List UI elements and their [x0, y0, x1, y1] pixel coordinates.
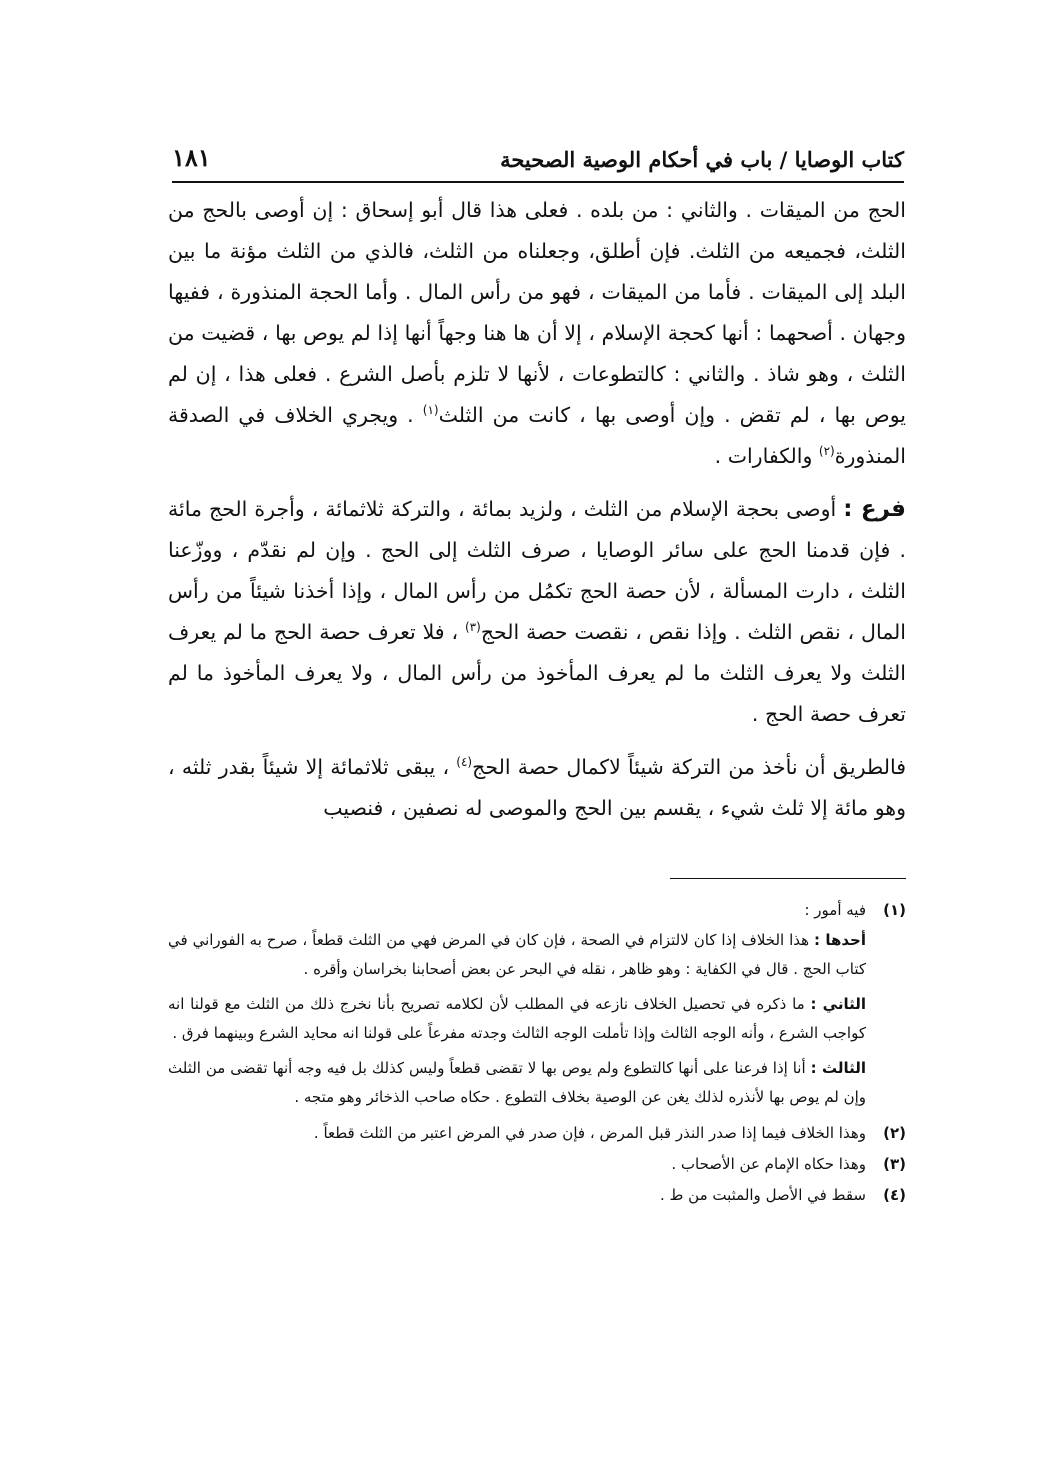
footnote-text: وهذا الخلاف فيما إذا صدر النذر قبل المرض ، فإن صدر في المرض اعتبر من الثلث قطعاً .	[313, 1124, 866, 1142]
footnote-number: (١)	[883, 901, 906, 919]
footnote-ref-2: (٢)	[818, 444, 835, 459]
paragraph-text: أوصى بحجة الإسلام من الثلث ، ولزيد بمائة ، والتركة ثلاثمائة ، وأجرة الحج مائة . فإن قدمنا الحج على سائر الوصايا ، صرف الثلث إلى الحج . وإن لم نقدّم ، ووزّعنا الثلث ، دارت المسألة ، لأن حصة الحج تكمُل من رأس المال ، وإذا أخذنا شيئاً من رأس المال ، نقص الثلث . وإذا نقص ، نقصت حصة الحج	[168, 497, 906, 644]
footnote-2	[168, 1118, 906, 1149]
footnote-intro: فيه أمور :	[804, 901, 866, 919]
footnote-ref-4: (٤)	[456, 755, 473, 770]
footnote-4	[168, 1180, 906, 1211]
footnote-item	[168, 990, 866, 1048]
running-title: كتاب الوصايا / باب في أحكام الوصية الصحيحة	[500, 147, 904, 172]
footnote-item-text: أنا إذا فرعنا على أنها كالتطوع ولم يوص بها لا تقضى قطعاً وليس كذلك بل فيه وجه أنها تقضى من الثلث وإن لم يوص بها لأنذره لذلك يغن عن الوصية بخلاف التطوع . حكاه صاحب الذخائر وهو متجه .	[168, 1059, 866, 1106]
header-rule	[172, 181, 904, 183]
footnote-text: وهذا حكاه الإمام عن الأصحاب .	[671, 1155, 866, 1173]
footnote-1	[168, 895, 906, 1112]
footnote-ref-1: (١)	[422, 403, 439, 418]
footnote-item-title: أحدها :	[813, 931, 866, 949]
footnote-item	[168, 926, 866, 984]
paragraph-text: ، فلا تعرف حصة الحج ما لم يعرف الثلث ولا يعرف الثلث ما لم يعرف المأخوذ من رأس المال ، ولا يعرف المأخوذ ما لم تعرف حصة الحج .	[168, 620, 906, 726]
paragraph-2	[168, 489, 906, 735]
footnote-number: (٣)	[883, 1155, 906, 1173]
footnote-item-text: ما ذكره في تحصيل الخلاف نازعه في المطلب لأن لكلامه تصريح بأنا نخرج ذلك من الثلث مع قولنا انه كواجب الشرع ، وأنه الوجه الثالث وإذا تأملت الوجه الثالث وجدته مفرعاً على قولنا انه محايد الشرع وبينهما فرق .	[168, 995, 866, 1042]
footnote-number: (٢)	[883, 1124, 906, 1142]
footnote-item	[168, 1054, 866, 1112]
footnote-3	[168, 1149, 906, 1180]
footnote-number: (٤)	[883, 1186, 906, 1204]
paragraph-text: الحج من الميقات . والثاني : من بلده . فعلى هذا قال أبو إسحاق : إن أوصى بالحج من الثلث، فجميعه من الثلث. فإن أطلق، وجعلناه من الثلث، فالذي من الثلث مؤنة ما بين البلد إلى الميقات . فأما من الميقات ، فهو من رأس المال . وأما الحجة المنذورة ، ففيها وجهان . أصحهما : أنها كحجة الإسلام ، إلا أن ها هنا وجهاً أنها إذا لم يوص بها ، قضيت من الثلث ، وهو شاذ . والثاني : كالتطوعات ، لأنها لا تلزم بأصل الشرع . فعلى هذا ، إن لم يوص بها ، لم تقض . وإن أوصى بها ، كانت من الثلث	[168, 198, 907, 427]
paragraph-text: والكفارات .	[714, 444, 819, 468]
footnotes	[168, 895, 906, 1211]
paragraph-3	[168, 747, 906, 829]
footnote-item-title: الثالث :	[810, 1059, 866, 1077]
footnote-item-title: الثاني :	[810, 995, 867, 1013]
page-number: ١٨١	[172, 143, 211, 172]
main-text	[168, 190, 906, 829]
footnote-item-text: هذا الخلاف إذا كان لالتزام في الصحة ، فإن كان في المرض فهي من الثلث قطعاً ، صرح به الفوراني في كتاب الحج . قال في الكفاية : وهو ظاهر ، نقله في البحر عن بعض أصحابنا بخراسان وأقره .	[168, 931, 866, 978]
footnote-text: سقط في الأصل والمثبت من ط .	[659, 1186, 866, 1204]
page-header	[172, 128, 904, 172]
footnote-ref-3: (٣)	[464, 620, 481, 635]
paragraph-text: فالطريق أن نأخذ من التركة شيئاً لاكمال حصة الحج	[472, 755, 906, 779]
paragraph-text: ، يبقى ثلاثمائة إلا شيئاً بقدر ثلثه ، وهو مائة إلا ثلث شيء ، يقسم بين الحج والموصى له نصفين ، فنصيب	[168, 755, 906, 820]
section-lead-word: فرع :	[843, 496, 906, 522]
paragraph-text: . ويجري الخلاف في الصدقة المنذورة	[168, 403, 906, 468]
footnote-separator	[670, 878, 906, 879]
paragraph-1	[168, 190, 906, 477]
